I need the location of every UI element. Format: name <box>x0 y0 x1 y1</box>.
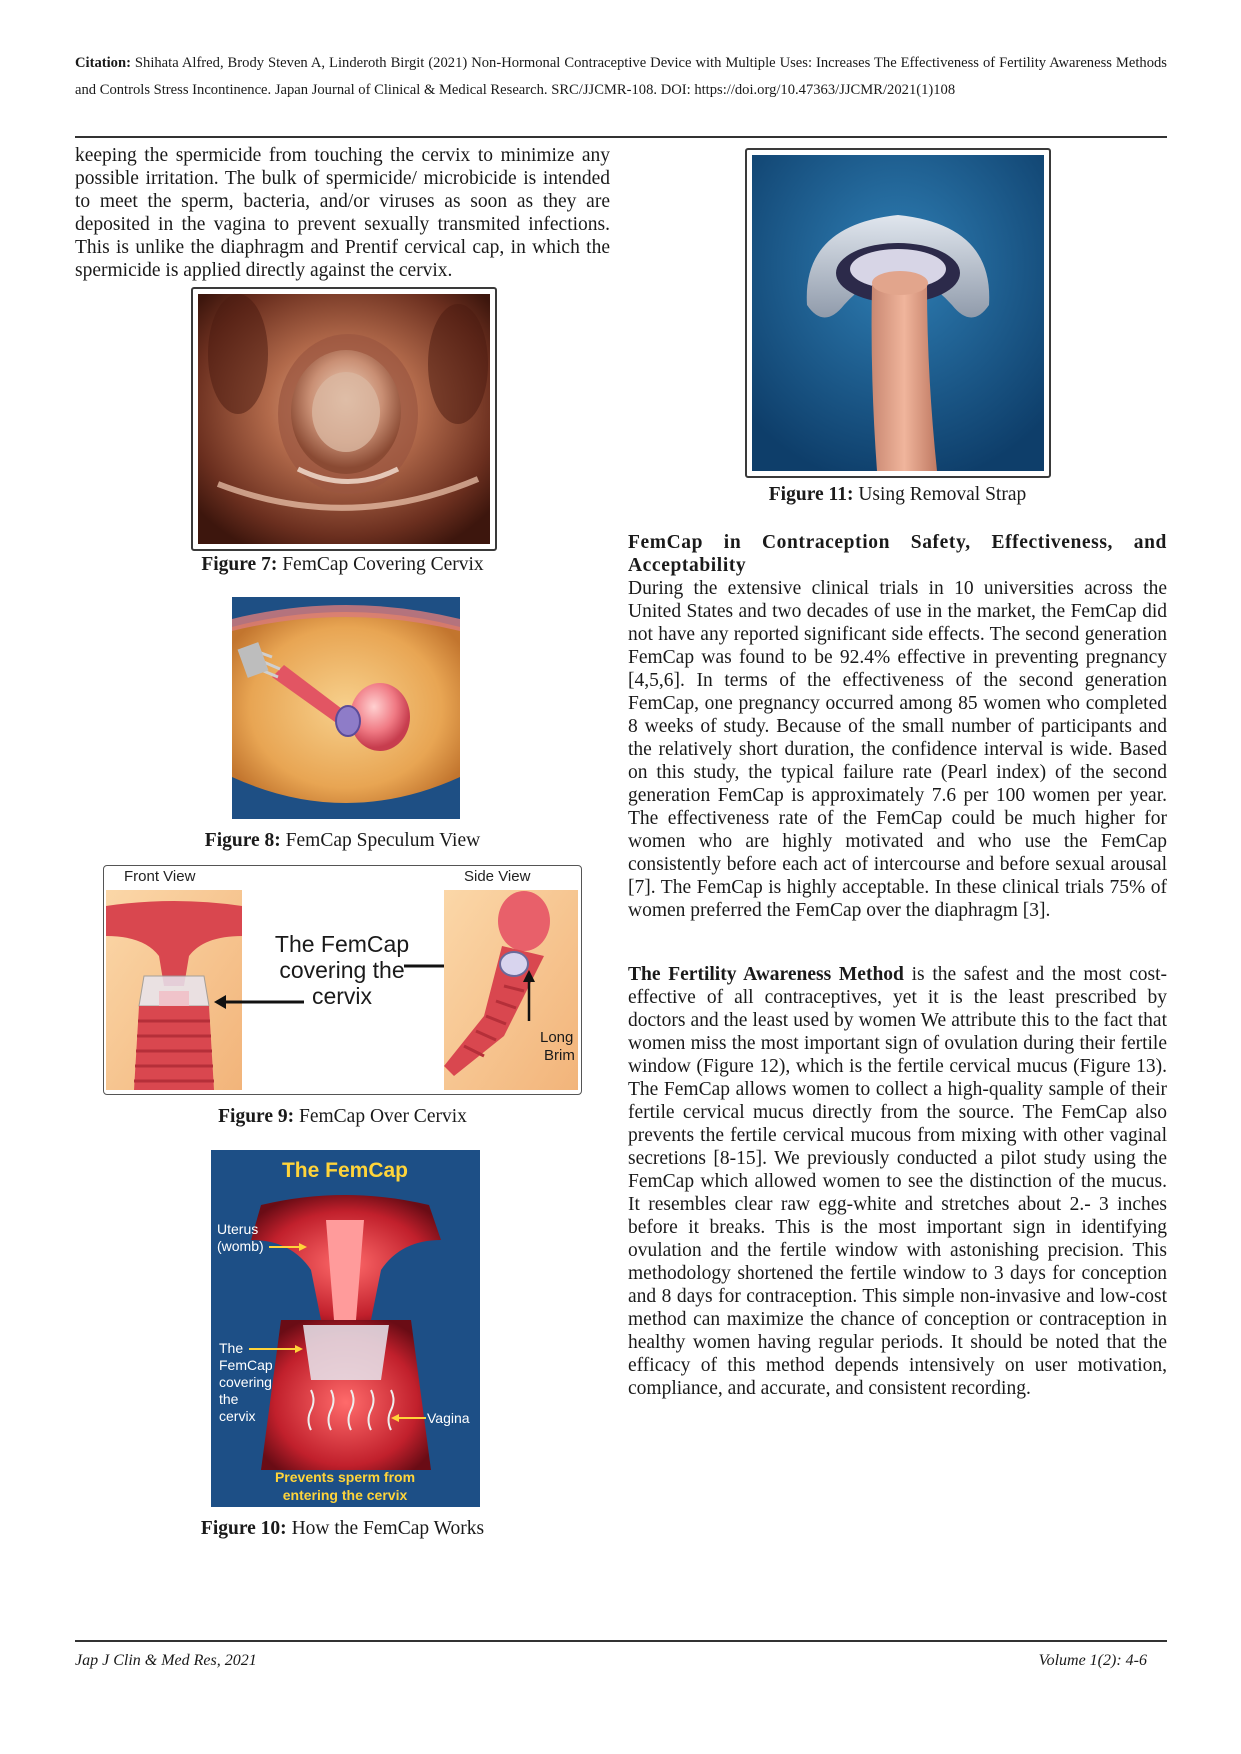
left-intro-paragraph: keeping the spermicide from touching the cervix to minimize any possible irritation. The bulk of spermicide/ microbicide is intended to meet the sperm, bacteria, and/or viruses as soon as they are deposited in the vagina to prevent sexually transmited infections. This is unlike the diaphragm and Prentif cervical cap, in which the spermicide is applied directly against the cervix. <box>75 145 610 281</box>
fig10-femcap-label-1: The <box>219 1340 244 1356</box>
fig9-center-text-2: covering the <box>279 957 405 983</box>
figure-7-caption: Figure 7: FemCap Covering Cervix <box>201 554 484 575</box>
fig10-heading: The FemCap <box>281 1159 409 1182</box>
figure-9-image <box>103 865 582 1095</box>
section-paragraph: During the extensive clinical trials in 10 universities across the United States and two decades of use in the market, the FemCap did not have any reported significant side effects. The second generation FemCap was found to be 92.4% effective in preventing pregnancy [4,5,6]. In terms of the effectiveness of the second generation FemCap, one pregnancy occurred among 85 women who completed 8 weeks of study. Because of the small number of participants and the relatively short duration, the confidence interval is wide. Based on this study, the typical failure rate (Pearl index) of the second generation FemCap is approximately 7.6 per 100 women per year. The effectiveness rate of the FemCap could be much higher for women who are highly motivated and who use the FemCap consistently before each act of intercourse and before sexual arousal [7]. The FemCap is highly acceptable. In these clinical trials 75% of women preferred the FemCap over the diaphragm [3]. <box>628 578 1167 921</box>
figure-11-caption: Figure 11: Using Removal Strap <box>768 484 1027 505</box>
footer-journal: Jap J Clin & Med Res, 2021 <box>75 1652 257 1669</box>
figure-7-image <box>191 287 497 551</box>
citation-label: Citation: <box>75 55 131 71</box>
fig10-vagina-label: Vagina <box>427 1410 470 1426</box>
fig10-femcap-label-5: cervix <box>219 1408 256 1424</box>
figure-10-image <box>211 1150 480 1507</box>
footer-volume: Volume 1(2): 4-6 <box>1038 1652 1147 1669</box>
fig10-femcap-label-3: covering <box>219 1374 272 1390</box>
fig9-center-text-1: The FemCap <box>274 931 410 957</box>
fig10-femcap-label-4: the <box>219 1391 239 1407</box>
figure-9-caption: Figure 9: FemCap Over Cervix <box>218 1106 467 1127</box>
figure-8-caption: Figure 8: FemCap Speculum View <box>204 830 481 851</box>
header-rule <box>75 136 1167 138</box>
section-fertility-awareness <box>628 963 1167 1400</box>
section-safety-effectiveness <box>628 531 1167 922</box>
citation-text: Shihata Alfred, Brody Steven A, Linderoth Birgit (2021) Non-Hormonal Contraceptive Device with Multiple Uses: Increases The Effectiveness of Fertility Awareness Methods and Controls Stress Incontinence. Japan Journal of Clinical & Medical Research. SRC/JJCMR-108. DOI: https://doi.org/10.47363/JJCMR/2021(1)108 <box>75 55 1167 98</box>
section-title: FemCap in Contraception Safety, Effectiveness, and Acceptability <box>628 532 1167 576</box>
fig9-brim-label: Brim <box>544 1047 575 1064</box>
fig10-womb-label: (womb) <box>217 1238 264 1254</box>
fig10-bottom-2: entering the cervix <box>282 1487 408 1503</box>
figure-10-caption: Figure 10: How the FemCap Works <box>200 1518 485 1539</box>
fig9-long-label: Long <box>540 1029 574 1046</box>
citation <box>75 50 1167 104</box>
figure-11-image <box>745 148 1051 478</box>
side-view-label: Side View <box>464 868 531 885</box>
front-view-label: Front View <box>124 868 196 885</box>
fam-lead: The Fertility Awareness Method <box>628 964 904 985</box>
fig10-femcap-label-2: FemCap <box>219 1357 273 1373</box>
fig9-center-text-3: cervix <box>311 983 373 1009</box>
figure-8-image <box>232 597 460 819</box>
footer-rule <box>75 1640 1167 1642</box>
fig10-uterus-label: Uterus <box>217 1221 259 1237</box>
fig10-bottom-1: Prevents sperm from <box>274 1469 416 1485</box>
fam-paragraph: is the safest and the most cost-effective of all contraceptives, yet it is the least prescribed by doctors and the least used by women We attribute this to the fact that women miss the most important sign of ovulation during their fertile window (Figure 12), which is the fertile cervical mucus (Figure 13). The FemCap allows women to collect a high-quality sample of their fertile cervical mucus directly from the source. The FemCap also prevents the fertile cervical mucous from mixing with other vaginal secretions [8-15]. We previously conducted a pilot study using the FemCap which allowed women to see the distinction of the mucus. It resembles clear raw egg-white and stretches about 2.- 3 inches before it breaks. This is the most important sign in identifying ovulation and the fertile window with astonishing precision. This methodology shortened the fertile window to 3 days for conception and 8 days for contraception. This simple non-invasive and low-cost method can maximize the chance of conception or contraception in healthy women having regular periods. It should be noted that the efficacy of this method depends intensively on user motivation, compliance, and accurate, and consistent recording. <box>628 964 1167 1399</box>
